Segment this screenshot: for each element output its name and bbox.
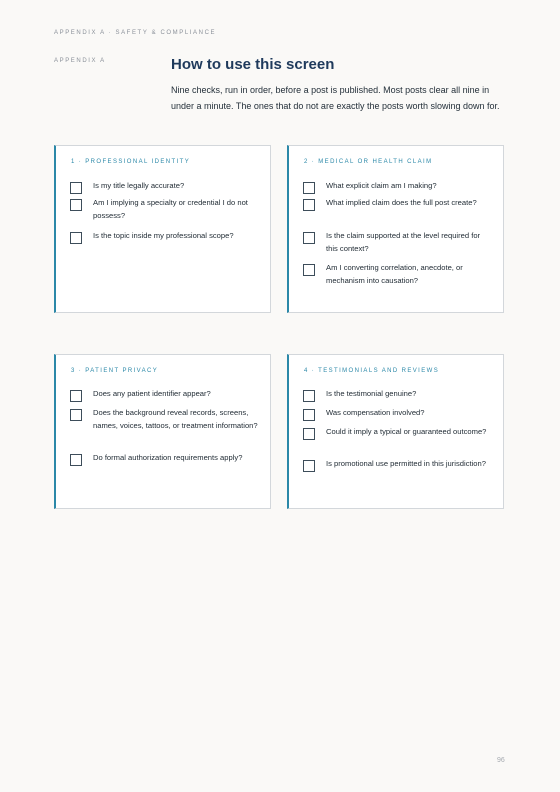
checkbox[interactable] [303, 264, 315, 276]
question-text: Is the claim supported at the level required for this context? [326, 231, 481, 253]
card-heading: 2 · MEDICAL OR HEALTH CLAIM [304, 159, 433, 165]
checklist-item [70, 388, 260, 401]
checkbox[interactable] [70, 390, 82, 402]
question-text: Am I converting correlation, anecdote, or mechanism into causation? [326, 263, 463, 285]
question-text: Is my title legally accurate? [93, 181, 185, 190]
checkbox[interactable] [303, 182, 315, 194]
checkbox[interactable] [303, 390, 315, 402]
question-text: Is the testimonial genuine? [326, 389, 417, 398]
card-heading: 3 · PATIENT PRIVACY [71, 368, 159, 374]
checkbox[interactable] [303, 409, 315, 421]
question-text: Is the topic inside my professional scope? [93, 231, 234, 240]
checklist-item [303, 458, 493, 471]
question-text: What implied claim does the full post create? [326, 198, 477, 207]
checklist-item [70, 180, 260, 193]
card-heading: 4 · TESTIMONIALS AND REVIEWS [304, 368, 440, 374]
checklist-card-professional-identity [54, 145, 271, 313]
checklist-item [303, 426, 493, 439]
question-text: Could it imply a typical or guaranteed outcome? [326, 427, 487, 436]
checklist-card-patient-privacy [54, 354, 271, 509]
question-text: Do formal authorization requirements apply? [93, 453, 243, 462]
question-text: Am I implying a specialty or credential I do not possess? [93, 198, 248, 220]
checkbox[interactable] [303, 232, 315, 244]
page-number: 96 [497, 757, 505, 764]
checklist-item [70, 230, 260, 243]
checklist-item [303, 262, 493, 287]
checkbox[interactable] [303, 199, 315, 211]
question-text: Does any patient identifier appear? [93, 389, 211, 398]
checklist-card-medical-claim [287, 145, 504, 313]
question-text: What explicit claim am I making? [326, 181, 437, 190]
checkbox[interactable] [303, 460, 315, 472]
checklist-card-testimonials [287, 354, 504, 509]
checkbox[interactable] [70, 182, 82, 194]
checklist-item [70, 452, 260, 465]
checklist-item [303, 388, 493, 401]
question-text: Was compensation involved? [326, 408, 425, 417]
side-label: APPENDIX A [54, 58, 106, 64]
running-head: APPENDIX A · SAFETY & COMPLIANCE [54, 30, 217, 36]
card-heading: 1 · PROFESSIONAL IDENTITY [71, 159, 191, 165]
question-text: Does the background reveal records, screens, names, voices, tattoos, or treatment information? [93, 408, 258, 430]
checkbox[interactable] [303, 428, 315, 440]
checklist-item [303, 197, 493, 210]
checkbox[interactable] [70, 232, 82, 244]
checkbox[interactable] [70, 409, 82, 421]
checklist-item [303, 230, 493, 255]
checklist-item [303, 180, 493, 193]
checklist-item [70, 197, 260, 222]
checkbox[interactable] [70, 454, 82, 466]
checkbox[interactable] [70, 199, 82, 211]
question-text: Is promotional use permitted in this jurisdiction? [326, 459, 486, 468]
checklist-item [70, 407, 260, 432]
checklist-item [303, 407, 493, 420]
page-title: How to use this screen [171, 56, 335, 73]
intro-paragraph: Nine checks, run in order, before a post is published. Most posts clear all nine in under a minute. The ones that do not are exactly the posts worth slowing down for. [171, 85, 500, 111]
